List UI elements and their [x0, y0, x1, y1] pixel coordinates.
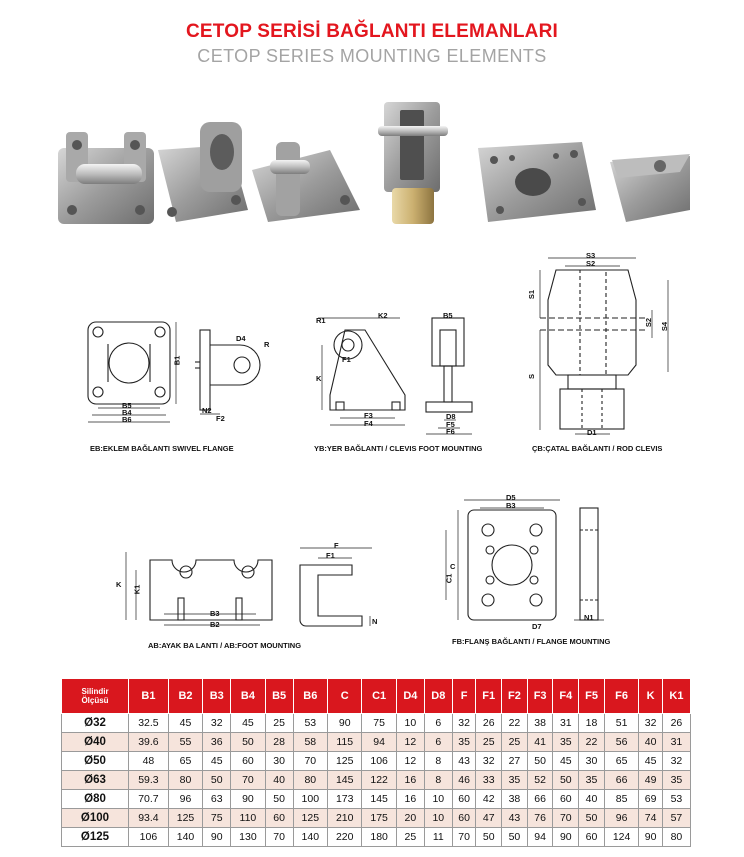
cb-label-s2: S2: [586, 259, 596, 268]
fb-label-d7: D7: [532, 622, 542, 631]
table-cell: 43: [502, 809, 528, 828]
table-cell: 85: [604, 790, 638, 809]
table-cell: 50: [502, 828, 528, 847]
fb-side-view: [574, 508, 604, 620]
table-cell: 94: [527, 828, 553, 847]
table-cell: 33: [476, 771, 502, 790]
eb-label-b4: B4: [122, 408, 132, 417]
title-english: CETOP SERIES MOUNTING ELEMENTS: [197, 46, 547, 66]
table-cell: 175: [362, 809, 396, 828]
table-cell: 30: [579, 752, 605, 771]
table-cell: 40: [265, 771, 293, 790]
table-cell: 50: [265, 790, 293, 809]
table-cell: 60: [579, 828, 605, 847]
corner-label-line2: Ölçüsü: [81, 696, 109, 705]
ab-side-view: [300, 548, 372, 626]
yb-label-k: K: [316, 374, 322, 383]
yb-label-k2: K2: [378, 311, 388, 320]
table-cell: 173: [328, 790, 362, 809]
cb-caption: ÇB:ÇATAL BAĞLANTI / ROD CLEVIS: [532, 444, 663, 453]
table-cell: 70: [452, 828, 476, 847]
table-cell: 90: [231, 790, 265, 809]
table-cell: 56: [604, 733, 638, 752]
ab-label-b3: B3: [210, 609, 220, 618]
table-cell: 60: [265, 809, 293, 828]
column-header: F4: [553, 679, 579, 714]
table-cell: 52: [527, 771, 553, 790]
table-cell: 93.4: [129, 809, 169, 828]
table-row: [62, 771, 691, 790]
table-cell: 10: [396, 714, 424, 733]
table-cell: 32: [203, 714, 231, 733]
table-cell: 32: [662, 752, 690, 771]
table-cell: 100: [293, 790, 327, 809]
bore-size-cell: Ø100: [62, 809, 129, 828]
fb-label-c: C: [450, 562, 456, 571]
table-cell: 65: [168, 752, 202, 771]
table-cell: 12: [396, 733, 424, 752]
column-header: F1: [476, 679, 502, 714]
table-cell: 110: [231, 809, 265, 828]
table-cell: 59.3: [129, 771, 169, 790]
table-cell: 36: [203, 733, 231, 752]
table-cell: 96: [168, 790, 202, 809]
cb-rod-clevis-view: [540, 258, 668, 434]
table-cell: 50: [527, 752, 553, 771]
table-cell: 70: [265, 828, 293, 847]
table-cell: 45: [553, 752, 579, 771]
eb-label-b5: B5: [122, 401, 132, 410]
table-cell: 20: [396, 809, 424, 828]
yb-label-f1: F1: [342, 355, 351, 364]
eb-label-f2: F2: [216, 414, 225, 423]
table-cell: 48: [129, 752, 169, 771]
table-cell: 32: [476, 752, 502, 771]
table-cell: 39.6: [129, 733, 169, 752]
table-cell: 45: [203, 752, 231, 771]
column-header: B5: [265, 679, 293, 714]
table-cell: 106: [362, 752, 396, 771]
table-cell: 22: [579, 733, 605, 752]
table-cell: 18: [579, 714, 605, 733]
table-cell: 30: [265, 752, 293, 771]
column-header: B4: [231, 679, 265, 714]
table-cell: 70: [553, 809, 579, 828]
table-cell: 43: [452, 752, 476, 771]
table-cell: 10: [424, 790, 452, 809]
ab-label-b2: B2: [210, 620, 220, 629]
table-cell: 6: [424, 714, 452, 733]
column-header: F: [452, 679, 476, 714]
table-body: [62, 714, 691, 847]
ab-label-k1: K1: [132, 584, 142, 595]
table-cell: 106: [129, 828, 169, 847]
table-cell: 75: [203, 809, 231, 828]
column-header: C: [328, 679, 362, 714]
column-header: K: [639, 679, 663, 714]
table-cell: 90: [553, 828, 579, 847]
fb-label-n1: N1: [584, 613, 594, 622]
ab-caption: AB:AYAK BA LANTI / AB:FOOT MOUNTING: [148, 641, 302, 650]
table-cell: 11: [424, 828, 452, 847]
table-cell: 63: [203, 790, 231, 809]
table-cell: 74: [639, 809, 663, 828]
cb-label-s: S: [527, 373, 537, 380]
column-header: C1: [362, 679, 396, 714]
yb-label-d8: D8: [446, 412, 456, 421]
table-cell: 125: [328, 752, 362, 771]
table-cell: 75: [362, 714, 396, 733]
table-cell: 35: [452, 733, 476, 752]
bore-size-cell: Ø80: [62, 790, 129, 809]
bore-size-cell: Ø63: [62, 771, 129, 790]
fb-label-c1: C1: [444, 573, 454, 584]
table-cell: 32: [639, 714, 663, 733]
fb-label-d5: D5: [506, 493, 516, 502]
table-cell: 145: [362, 790, 396, 809]
table-cell: 125: [168, 809, 202, 828]
ab-label-f1: F1: [326, 551, 335, 560]
table-cell: 51: [604, 714, 638, 733]
table-cell: 45: [231, 714, 265, 733]
table-cell: 60: [452, 809, 476, 828]
bore-size-cell: Ø32: [62, 714, 129, 733]
table-cell: 25: [396, 828, 424, 847]
table-cell: 55: [168, 733, 202, 752]
table-cell: 41: [527, 733, 553, 752]
table-cell: 46: [452, 771, 476, 790]
table-cell: 57: [662, 809, 690, 828]
column-header: F5: [579, 679, 605, 714]
table-row: [62, 752, 691, 771]
column-header: B1: [129, 679, 169, 714]
table-cell: 60: [452, 790, 476, 809]
table-cell: 32: [452, 714, 476, 733]
table-cell: 8: [424, 771, 452, 790]
table-cell: 76: [527, 809, 553, 828]
table-row: [62, 828, 691, 847]
bore-size-cell: Ø50: [62, 752, 129, 771]
table-corner-header: [62, 679, 129, 714]
yb-caption: YB:YER BAĞLANTI / CLEVIS FOOT MOUNTING: [314, 444, 483, 453]
table-cell: 40: [639, 733, 663, 752]
cb-label-d1: D1: [587, 428, 597, 437]
table-cell: 32.5: [129, 714, 169, 733]
table-cell: 22: [502, 714, 528, 733]
table-row: [62, 733, 691, 752]
yb-label-f6: F6: [446, 427, 455, 436]
table-cell: 70: [293, 752, 327, 771]
fb-caption: FB:FLANŞ BAĞLANTI / FLANGE MOUNTING: [452, 637, 611, 646]
table-cell: 70.7: [129, 790, 169, 809]
fb-label-b3: B3: [506, 501, 516, 510]
table-cell: 35: [579, 771, 605, 790]
table-cell: 35: [553, 733, 579, 752]
eb-caption: EB:EKLEM BAĞLANTI SWIVEL FLANGE: [90, 444, 234, 453]
eb-label-b6: B6: [122, 415, 132, 424]
cb-label-s3: S3: [586, 251, 596, 260]
corner-label-line1: Silindir: [81, 687, 109, 696]
column-header: F6: [604, 679, 638, 714]
column-header: K1: [662, 679, 690, 714]
table-cell: 70: [231, 771, 265, 790]
yb-label-b5: B5: [443, 311, 453, 320]
table-cell: 80: [662, 828, 690, 847]
table-cell: 145: [328, 771, 362, 790]
eb-side-view: [195, 330, 260, 414]
table-cell: 26: [476, 714, 502, 733]
ab-label-f: F: [334, 541, 339, 550]
table-cell: 45: [168, 714, 202, 733]
yb-side-view: [318, 318, 405, 425]
table-cell: 60: [553, 790, 579, 809]
table-cell: 94: [362, 733, 396, 752]
yb-label-f4: F4: [364, 419, 373, 428]
table-cell: 31: [662, 733, 690, 752]
yb-label-f3: F3: [364, 411, 373, 420]
column-header: B6: [293, 679, 327, 714]
eb-label-b1: B1: [172, 355, 182, 366]
table-cell: 180: [362, 828, 396, 847]
table-cell: 35: [502, 771, 528, 790]
table-cell: 50: [231, 733, 265, 752]
table-cell: 25: [502, 733, 528, 752]
yb-label-f5: F5: [446, 420, 455, 429]
table-cell: 25: [476, 733, 502, 752]
table-cell: 28: [265, 733, 293, 752]
table-cell: 42: [476, 790, 502, 809]
cb-label-s4: S4: [660, 321, 670, 332]
table-cell: 65: [604, 752, 638, 771]
ab-front-view: [126, 552, 272, 625]
table-cell: 38: [527, 714, 553, 733]
table-cell: 35: [662, 771, 690, 790]
table-cell: 122: [362, 771, 396, 790]
table-cell: 115: [328, 733, 362, 752]
table-cell: 10: [424, 809, 452, 828]
table-cell: 50: [203, 771, 231, 790]
table-cell: 47: [476, 809, 502, 828]
table-cell: 50: [476, 828, 502, 847]
yb-label-r1: R1: [316, 316, 326, 325]
table-cell: 140: [168, 828, 202, 847]
table-cell: 40: [579, 790, 605, 809]
table-cell: 60: [231, 752, 265, 771]
table-cell: 66: [604, 771, 638, 790]
table-cell: 31: [553, 714, 579, 733]
column-header: D8: [424, 679, 452, 714]
table-cell: 45: [639, 752, 663, 771]
table-cell: 16: [396, 790, 424, 809]
table-cell: 69: [639, 790, 663, 809]
table-cell: 26: [662, 714, 690, 733]
bore-size-cell: Ø125: [62, 828, 129, 847]
table-cell: 80: [168, 771, 202, 790]
ab-label-n: N: [372, 617, 378, 626]
eb-label-d4: D4: [236, 334, 246, 343]
table-cell: 96: [604, 809, 638, 828]
column-header: F2: [502, 679, 528, 714]
table-cell: 58: [293, 733, 327, 752]
fb-front-view: [446, 500, 560, 620]
table-cell: 124: [604, 828, 638, 847]
table-cell: 50: [579, 809, 605, 828]
table-row: [62, 790, 691, 809]
table-cell: 130: [231, 828, 265, 847]
table-cell: 80: [293, 771, 327, 790]
table-cell: 90: [328, 714, 362, 733]
table-cell: 53: [293, 714, 327, 733]
table-cell: 50: [553, 771, 579, 790]
table-row: [62, 714, 691, 733]
table-header-row: [62, 679, 691, 714]
table-cell: 90: [639, 828, 663, 847]
eb-label-n2: N2: [202, 406, 212, 415]
cb-label-s1: S1: [527, 289, 537, 300]
table-cell: 8: [424, 752, 452, 771]
table-cell: 90: [203, 828, 231, 847]
title-turkish: CETOP SERİSİ BAĞLANTI ELEMANLARI: [185, 21, 558, 42]
eb-label-r: R: [264, 340, 270, 349]
dimension-table: [61, 678, 691, 847]
table-row: [62, 809, 691, 828]
table-cell: 53: [662, 790, 690, 809]
bore-size-cell: Ø40: [62, 733, 129, 752]
table-cell: 27: [502, 752, 528, 771]
column-header: B3: [203, 679, 231, 714]
column-header: B2: [168, 679, 202, 714]
table-cell: 6: [424, 733, 452, 752]
table-cell: 12: [396, 752, 424, 771]
table-cell: 210: [328, 809, 362, 828]
table-cell: 25: [265, 714, 293, 733]
table-cell: 16: [396, 771, 424, 790]
column-header: F3: [527, 679, 553, 714]
table-cell: 125: [293, 809, 327, 828]
ab-label-k: K: [116, 580, 122, 589]
eb-front-view: [88, 322, 176, 422]
cb-label-s2-side: S2: [644, 317, 654, 328]
table-cell: 220: [328, 828, 362, 847]
table-cell: 38: [502, 790, 528, 809]
table-cell: 49: [639, 771, 663, 790]
table-cell: 66: [527, 790, 553, 809]
table-cell: 140: [293, 828, 327, 847]
column-header: D4: [396, 679, 424, 714]
